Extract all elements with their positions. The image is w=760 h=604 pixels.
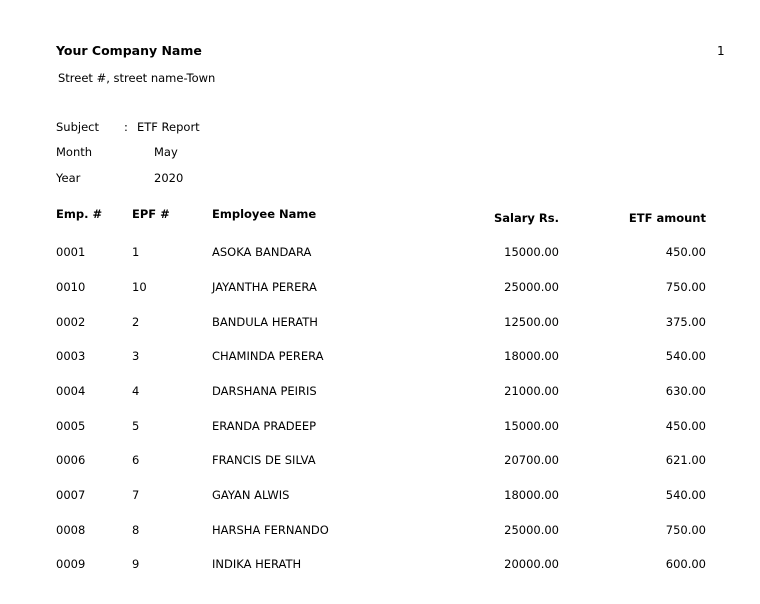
emp-no-cell: 0001: [56, 245, 86, 259]
epf-no-cell: 7: [132, 488, 140, 502]
salary-cell: 15000.00: [504, 245, 559, 259]
company-address: Street #, street name-Town: [58, 71, 216, 85]
employee-name-cell: CHAMINDA PERERA: [212, 349, 324, 363]
subject-value: ETF Report: [137, 120, 200, 134]
epf-no-cell: 2: [132, 315, 140, 329]
salary-cell: 12500.00: [504, 315, 559, 329]
etf-amount-cell: 540.00: [665, 488, 706, 502]
emp-no-cell: 0008: [56, 523, 86, 537]
employee-name-cell: JAYANTHA PERERA: [212, 280, 317, 294]
month-value: May: [154, 145, 178, 159]
salary-cell: 25000.00: [504, 523, 559, 537]
epf-no-cell: 6: [132, 453, 140, 467]
employee-name-cell: INDIKA HERATH: [212, 557, 302, 571]
emp-no-cell: 0004: [56, 384, 86, 398]
page-number: 1: [717, 44, 725, 58]
etf-amount-cell: 450.00: [665, 419, 706, 433]
salary-cell: 18000.00: [504, 488, 559, 502]
etf-amount-cell: 750.00: [665, 280, 706, 294]
year-value: 2020: [154, 171, 184, 185]
column-header-epf-no: EPF #: [132, 207, 170, 221]
employee-name-cell: FRANCIS DE SILVA: [212, 453, 316, 467]
epf-no-cell: 1: [132, 245, 140, 259]
column-header-etf-amount: ETF amount: [628, 211, 706, 225]
etf-amount-cell: 600.00: [665, 557, 706, 571]
salary-cell: 20000.00: [504, 557, 559, 571]
employee-name-cell: DARSHANA PEIRIS: [212, 384, 317, 398]
subject-label: Subject: [56, 120, 99, 134]
etf-amount-cell: 375.00: [665, 315, 706, 329]
employee-name-cell: HARSHA FERNANDO: [212, 523, 329, 537]
emp-no-cell: 0006: [56, 453, 86, 467]
epf-no-cell: 4: [132, 384, 140, 398]
etf-amount-cell: 750.00: [665, 523, 706, 537]
year-label: Year: [56, 171, 81, 185]
salary-cell: 20700.00: [504, 453, 559, 467]
column-header-emp-no: Emp. #: [56, 207, 103, 221]
epf-no-cell: 8: [132, 523, 140, 537]
epf-no-cell: 10: [132, 280, 147, 294]
epf-no-cell: 3: [132, 349, 140, 363]
employee-name-cell: ASOKA BANDARA: [212, 245, 312, 259]
employee-name-cell: BANDULA HERATH: [212, 315, 318, 329]
epf-no-cell: 5: [132, 419, 140, 433]
column-header-salary: Salary Rs.: [494, 211, 559, 225]
emp-no-cell: 0002: [56, 315, 86, 329]
salary-cell: 21000.00: [504, 384, 559, 398]
salary-cell: 18000.00: [504, 349, 559, 363]
salary-cell: 15000.00: [504, 419, 559, 433]
salary-cell: 25000.00: [504, 280, 559, 294]
employee-name-cell: ERANDA PRADEEP: [212, 419, 317, 433]
emp-no-cell: 0005: [56, 419, 86, 433]
epf-no-cell: 9: [132, 557, 140, 571]
column-header-employee-name: Employee Name: [212, 207, 317, 221]
employee-name-cell: GAYAN ALWIS: [212, 488, 290, 502]
emp-no-cell: 0009: [56, 557, 86, 571]
emp-no-cell: 0003: [56, 349, 86, 363]
month-label: Month: [56, 145, 93, 159]
company-name: Your Company Name: [56, 43, 202, 58]
etf-amount-cell: 630.00: [665, 384, 706, 398]
emp-no-cell: 0010: [56, 280, 86, 294]
etf-amount-cell: 540.00: [665, 349, 706, 363]
etf-amount-cell: 450.00: [665, 245, 706, 259]
emp-no-cell: 0007: [56, 488, 86, 502]
subject-separator: :: [124, 120, 128, 134]
etf-amount-cell: 621.00: [665, 453, 706, 467]
